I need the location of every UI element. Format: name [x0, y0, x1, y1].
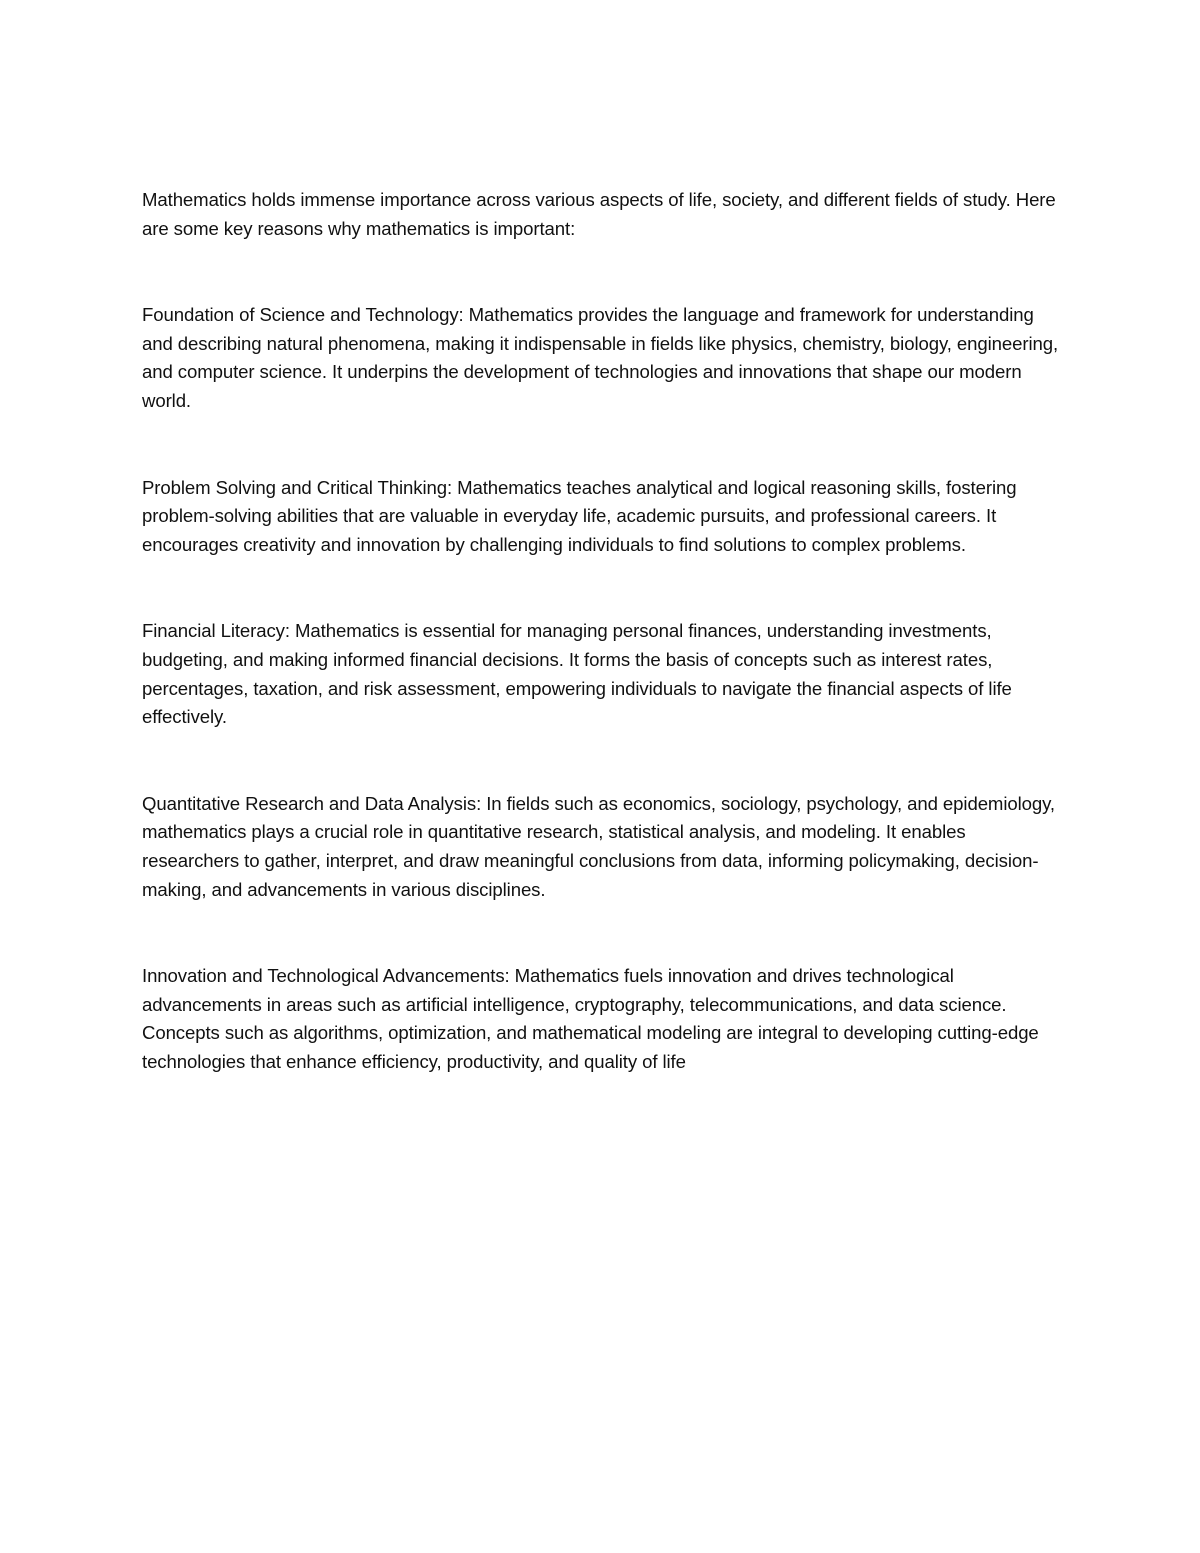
document-body	[142, 186, 1062, 1076]
paragraph-spacer	[142, 732, 1062, 790]
paragraph-financial-literacy: Financial Literacy: Mathematics is essential for managing personal finances, understanding investments, budgeting, and making informed financial decisions. It forms the basis of concepts such as interest rates, percentages, taxation, and risk assessment, empowering individuals to navigate the financial aspects of life effectively.	[142, 620, 1012, 728]
paragraph-spacer	[142, 416, 1062, 474]
paragraph-spacer	[142, 559, 1062, 617]
paragraph-problem-solving: Problem Solving and Critical Thinking: Mathematics teaches analytical and logical reasoning skills, fostering problem-solving abilities that are valuable in everyday life, academic pursuits, and professional careers. It encourages creativity and innovation by challenging individuals to find solutions to complex problems.	[142, 476, 1017, 555]
paragraph-quantitative-research: Quantitative Research and Data Analysis: In fields such as economics, sociology, psychology, and epidemiology, mathematics plays a crucial role in quantitative research, statistical analysis, and modeling. It enables researchers to gather, interpret, and draw meaningful conclusions from data, informing policymaking, decision-making, and advancements in various disciplines.	[142, 792, 1055, 900]
intro-paragraph: Mathematics holds immense importance across various aspects of life, society, and different fields of study. Here are some key reasons why mathematics is important:	[142, 189, 1056, 239]
paragraph-spacer	[142, 243, 1062, 301]
paragraph-innovation: Innovation and Technological Advancements: Mathematics fuels innovation and drives technological advancements in areas such as artificial intelligence, cryptography, telecommunications, and data science. Concepts such as algorithms, optimization, and mathematical modeling are integral to developing cutting-edge technologies that enhance efficiency, productivity, and quality of life	[142, 965, 1039, 1072]
paragraph-spacer	[142, 904, 1062, 962]
paragraph-science-technology: Foundation of Science and Technology: Mathematics provides the language and framework for understanding and describing natural phenomena, making it indispensable in fields like physics, chemistry, biology, engineering, and computer science. It underpins the development of technologies and innovations that shape our modern world.	[142, 304, 1059, 411]
